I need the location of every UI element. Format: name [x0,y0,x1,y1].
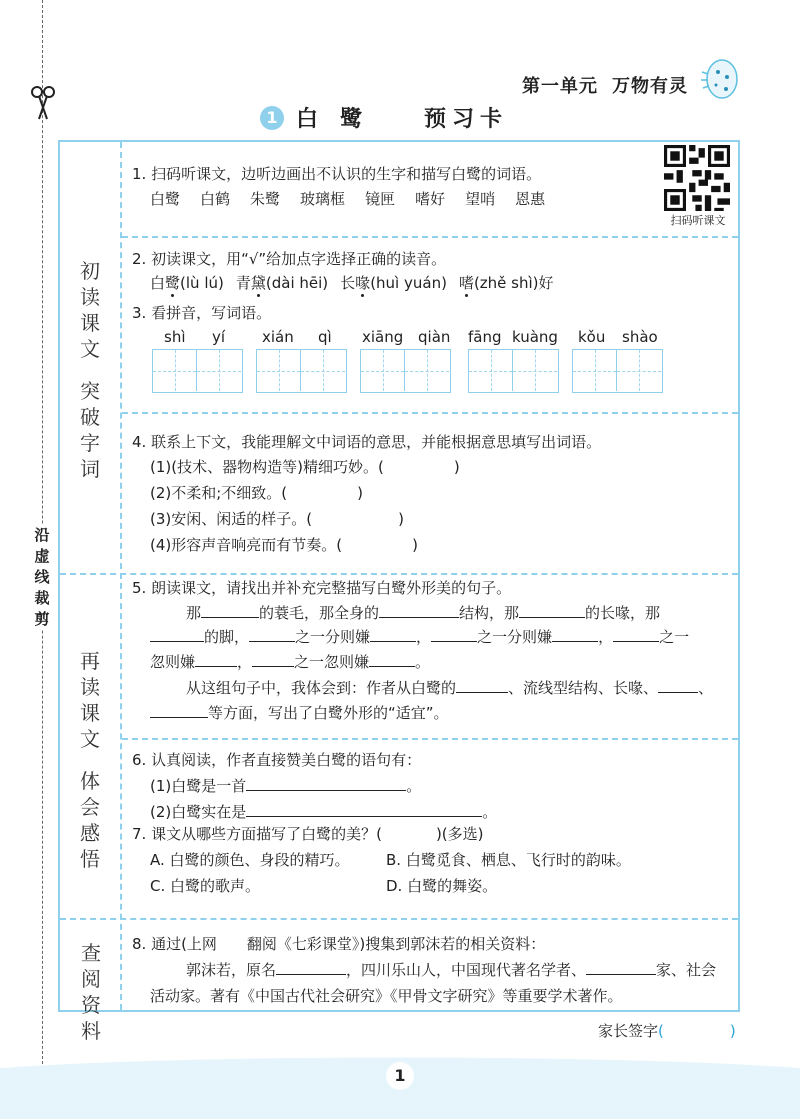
line-text: 之一分则嫌 [295,628,371,646]
answer-blank[interactable] [658,676,698,693]
qr-code[interactable] [664,145,730,211]
grid-cell[interactable] [257,350,301,391]
answer-blank[interactable] [379,601,459,618]
line-text: 郭沫若，原名 [186,961,277,979]
pinyin-options[interactable]: (huì yuán) [370,274,447,292]
label-char: 课 [80,311,100,335]
vocab-word: 恩惠 [515,190,546,208]
praise-end: 。 [406,777,422,795]
pinyin-options[interactable]: (dài hēi) [265,274,329,292]
pinyin-syllable: qì [318,328,332,346]
dotted-char: 鹭 [165,274,181,292]
pinyin-syllable: fāng [468,328,502,346]
pinyin-syllable: xián [262,328,294,346]
definition-item [150,506,460,532]
answer-blank[interactable] [276,958,346,975]
line-text: 。 [415,653,431,671]
fill-line-q8-1 [186,958,716,982]
pronunciation-item [459,274,554,292]
label-char: 破 [80,405,100,429]
label-char: 资 [81,993,101,1017]
line-text: 之一 [659,628,690,646]
line-text: 的长喙，那 [585,604,661,622]
section-label-read-again [60,648,120,872]
answer-blank[interactable] [150,701,208,718]
label-char: 词 [80,457,100,481]
praise-text: (1)白鹭是一首 [150,777,247,795]
answer-blank[interactable] [586,958,656,975]
definition-item [150,480,460,506]
grid-cell[interactable] [197,350,241,391]
paren: ) [453,458,460,476]
vocab-word: 嗜好 [415,190,446,208]
label-char: 料 [81,1019,101,1043]
grid-cell[interactable] [405,350,449,391]
char: 青 [235,274,251,292]
cut-char: 沿 [34,526,50,544]
paren: ) [412,536,418,554]
option-row [150,847,631,873]
pinyin-options[interactable]: (lù lú) [180,274,224,292]
label-char: 读 [80,675,100,699]
scissors-icon [30,86,56,120]
question-6: 6. 认真阅读，作者直接赞美白鹭的语句有： [132,751,422,769]
char: 长 [340,274,356,292]
grid-cell[interactable] [573,350,617,391]
pinyin-syllable: qiàn [418,328,451,346]
vocab-word: 镜匣 [365,190,396,208]
answer-blank[interactable] [246,774,406,791]
fill-line-3 [150,650,430,674]
writing-grid[interactable] [152,349,243,393]
line-text: 忽则嫌 [150,653,196,671]
answer-blank[interactable] [246,800,482,817]
section-divider [60,918,738,920]
line-text: 之一分则嫌 [477,628,553,646]
label-char: 文 [80,727,100,751]
cut-char: 剪 [34,610,50,628]
fill-line-1 [186,601,660,625]
dotted-char: 黛 [250,274,266,292]
label-char: 阅 [81,967,101,991]
answer-blank[interactable] [552,625,598,642]
grid-cell[interactable] [513,350,557,391]
line-text: 结构，那 [459,604,520,622]
section-label-read-first [60,258,120,482]
grid-cell[interactable] [617,350,661,391]
label-char: 初 [80,259,100,283]
praise-text: (2)白鹭实在是 [150,803,247,821]
definition-item [150,454,460,480]
vocab-word: 白鹭 [150,190,181,208]
question-3: 3. 看拼音，写词语。 [132,304,272,322]
pinyin-syllable: shì [164,328,186,346]
question-8: 8. 通过(上网 翻阅《七彩课堂》)搜集到郭沫若的相关资料： [132,935,546,953]
label-char: 查 [81,941,101,965]
fill-line-4 [186,676,713,700]
question-divider [122,236,738,238]
pronunciation-item [150,274,224,292]
writing-grid[interactable] [572,349,663,393]
answer-blank[interactable] [382,823,436,839]
answer-blank[interactable] [456,676,508,693]
label-char: 突 [80,379,100,403]
line-text: ， [598,628,614,646]
grid-cell[interactable] [153,350,197,391]
signature-label: 家长签字 [598,1022,659,1040]
fill-line-q8-2: 活动家。著有《中国古代社会研究》《甲骨文字研究》等重要学术著作。 [150,987,623,1005]
paren: ) [398,510,404,528]
grid-cell[interactable] [301,350,345,391]
grid-cell[interactable] [361,350,405,391]
writing-grid[interactable] [256,349,347,393]
writing-grid[interactable] [468,349,559,393]
label-char: 悟 [80,847,100,871]
pinyin-options[interactable]: (zhě shì) [473,274,539,292]
section-label-research [60,940,122,1044]
line-text: ， [237,653,253,671]
answer-blank[interactable] [519,601,585,618]
definition-item [150,532,460,558]
vocab-word: 望哨 [465,190,496,208]
line-text: 、流线型结构、长喙、 [508,679,659,697]
pinyin-row [150,328,690,348]
label-char: 再 [80,649,100,673]
egg-mascot-icon [698,52,742,102]
label-char: 会 [80,795,100,819]
unit-theme: 万物有灵 [612,76,688,97]
cut-instruction [33,525,51,630]
answer-blank[interactable] [431,625,477,642]
char: 白 [150,274,166,292]
line-text: 等方面，写出了白鹭外形的“适宜”。 [208,704,449,722]
line-text: 从这组句子中，我体会到：作者从白鹭的 [186,679,457,697]
choice-option[interactable]: D. 白鹭的舞姿。 [386,877,498,895]
answer-blank[interactable] [252,650,294,667]
pinyin-syllable: xiāng [362,328,404,346]
dotted-char: 喙 [355,274,371,292]
char: 好 [538,274,554,292]
label-char: 感 [80,821,100,845]
fill-line-5 [150,701,449,725]
question-4: 4. 联系上下文，我能理解文中词语的意思，并能根据意思填写出词语。 [132,433,602,451]
pronunciation-options [150,271,566,295]
praise-sentences [150,773,497,825]
pinyin-syllable: kǒu [578,328,606,346]
fill-line-2 [150,625,689,649]
praise-end: 。 [482,803,498,821]
question-7: 7. 课文从哪些方面描写了白鹭的美？( )(多选) [132,825,484,843]
dotted-char: 嗜 [458,274,474,292]
label-char: 字 [80,431,100,455]
label-char: 文 [80,337,100,361]
choice-option[interactable]: C. 白鹭的歌声。 [150,877,261,895]
choice-options [150,847,631,899]
label-char: 读 [80,285,100,309]
paren: ) [357,484,364,502]
lesson-number: 1 [260,106,284,130]
vocab-word: 玻璃框 [300,190,346,208]
answer-blank[interactable] [249,625,295,642]
answer-blank[interactable] [370,625,416,642]
line-text: ， [416,628,432,646]
vocab-word: 朱鹭 [250,190,281,208]
section-divider [60,573,738,575]
writing-grid[interactable] [360,349,451,393]
pronunciation-item [236,274,328,292]
answer-blank[interactable] [201,601,259,618]
qr-label: 扫码听课文 [670,214,726,227]
line-text: 的脚， [204,628,250,646]
definition-text: (3)安闲、闲适的样子。( [150,510,313,528]
answer-blank[interactable] [613,625,659,642]
parent-signature: 家长签字( ) [598,1022,736,1040]
line-text: 之一忽则嫌 [294,653,370,671]
lesson-name: 白鹭 [296,107,385,132]
label-char: 课 [80,701,100,725]
question-divider [122,738,738,740]
choice-option[interactable]: A. 白鹭的颜色、身段的精巧。 [150,851,350,869]
grid-cell[interactable] [469,350,513,391]
definition-text: (1)(技术、器物构造等)精细巧妙。( [150,458,384,476]
question-1: 1. 扫码听课文，边听边画出不认识的生字和描写白鹭的词语。 [132,165,542,183]
vocab-word: 白鹤 [200,190,231,208]
label-char: 体 [80,769,100,793]
unit-heading [522,72,688,98]
question-5: 5. 朗读课文，请找出并补充完整描写白鹭外形美的句子。 [132,579,512,597]
word-list [150,187,565,211]
question-2: 2. 初读课文，用“√”给加点字选择正确的读音。 [132,250,447,268]
answer-blank[interactable] [150,625,204,642]
cut-char: 虚 [34,547,50,565]
pinyin-syllable: kuàng [512,328,558,346]
answer-blank[interactable] [195,650,237,667]
pronunciation-item [340,274,447,292]
lesson-title [260,102,508,132]
line-text: 、 [698,679,714,697]
definition-text: (4)形容声音响亮而有节奏。( [150,536,343,554]
definition-list [150,454,460,558]
line-text: 的蓑毛，那全身的 [259,604,380,622]
line-text: 家、社会 [656,961,717,979]
pinyin-syllable: yí [212,328,226,346]
unit-label: 第一单元 [522,76,598,97]
line-text: ，四川乐山人，中国现代著名学者、 [346,961,587,979]
cut-char: 线 [34,568,50,586]
question-divider [122,412,738,414]
option-row [150,873,631,899]
lesson-card-label: 预习卡 [424,107,509,132]
line-text: 那 [186,604,202,622]
praise-item [150,773,497,799]
choice-option[interactable]: B. 白鹭觅食、栖息、飞行时的韵味。 [386,851,631,869]
answer-blank[interactable] [369,650,415,667]
page-number: 1 [386,1062,414,1090]
definition-text: (2)不柔和;不细致。( [150,484,288,502]
cut-char: 裁 [34,589,50,607]
pinyin-syllable: shào [622,328,658,346]
